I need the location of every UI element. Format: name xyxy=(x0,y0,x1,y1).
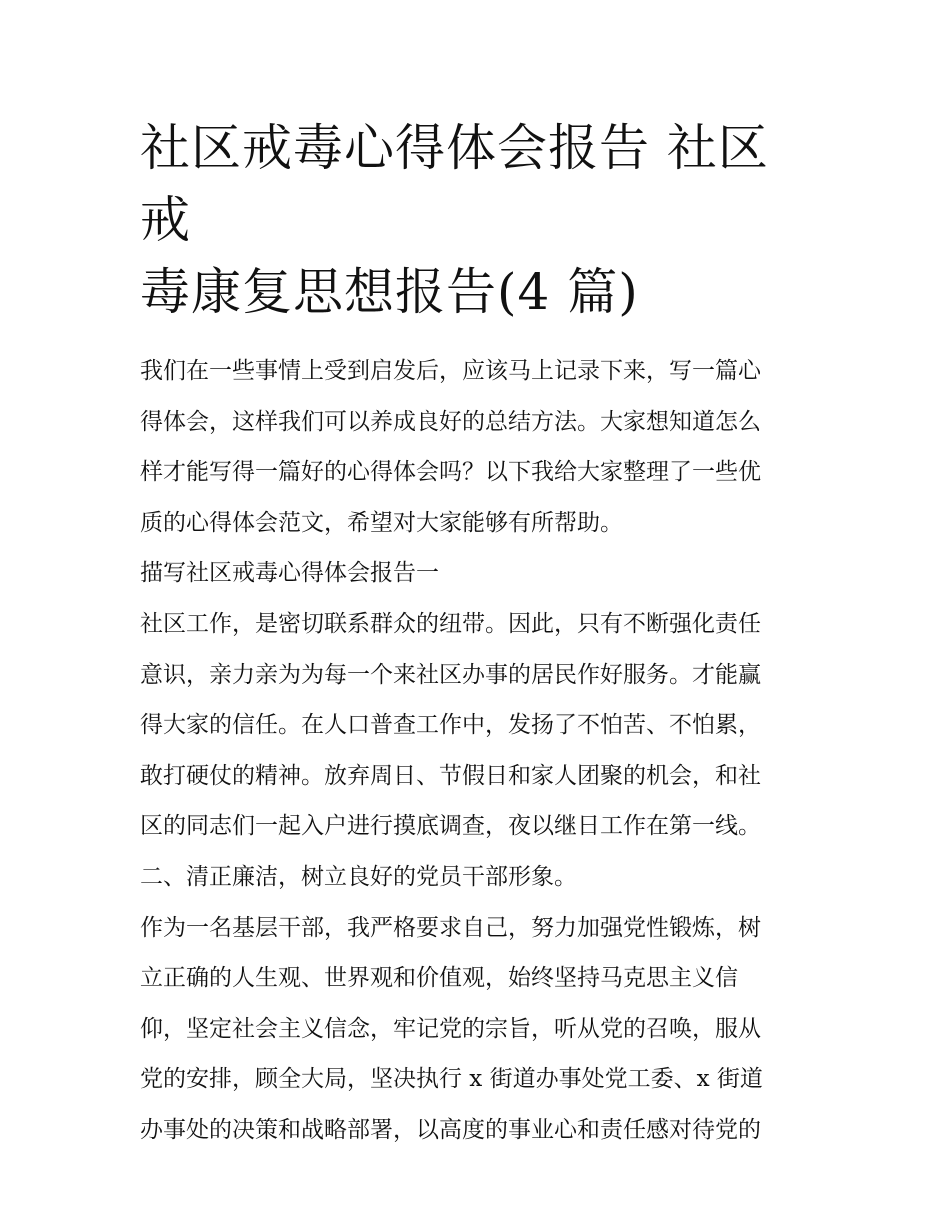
title-line: 社区戒毒心得体会报告 社区戒 xyxy=(140,119,769,249)
body-line: 党的安排，顾全大局，坚决执行 x 街道办事处党工委、x 街道 xyxy=(140,1066,763,1093)
body-line: 得体会，这样我们可以养成良好的总结方法。大家想知道怎么 xyxy=(140,408,761,435)
body-line: 立正确的人生观、世界观和价值观，始终坚持马克思主义信 xyxy=(140,965,738,992)
title-line: 毒康复思想报告(4 篇) xyxy=(140,263,639,321)
body-line: 得大家的信任。在人口普查工作中，发扬了不怕苦、不怕累， xyxy=(140,712,761,739)
body-line: 我们在一些事情上受到启发后，应该马上记录下来，写一篇心 xyxy=(140,358,761,384)
document-title xyxy=(140,112,815,328)
body-line: 质的心得体会范文，希望对大家能够有所帮助。 xyxy=(140,509,623,536)
section-heading: 二、清正廉洁，树立良好的党员干部形象。 xyxy=(140,863,577,890)
body-line: 区的同志们一起入户进行摸底调查，夜以继日工作在第一线。 xyxy=(140,813,761,840)
body-line: 样才能写得一篇好的心得体会吗？以下我给大家整理了一些优 xyxy=(140,459,761,486)
body-line: 敢打硬仗的精神。放弃周日、节假日和家人团聚的机会，和社 xyxy=(140,762,761,789)
body-line: 社区工作，是密切联系群众的纽带。因此，只有不断强化责任 xyxy=(140,610,761,637)
body-line: 办事处的决策和战略部署，以高度的事业心和责任感对待党的 xyxy=(140,1116,761,1143)
document-body xyxy=(140,346,815,1156)
body-line: 作为一名基层干部，我严格要求自己，努力加强党性锻炼，树 xyxy=(140,914,761,941)
body-line: 意识，亲力亲为为每一个来社区办事的居民作好服务。才能赢 xyxy=(140,661,761,688)
body-line: 仰，坚定社会主义信念，牢记党的宗旨，听从党的召唤，服从 xyxy=(140,1015,761,1042)
document-content xyxy=(140,112,815,1156)
section-heading: 描写社区戒毒心得体会报告一 xyxy=(140,560,439,587)
